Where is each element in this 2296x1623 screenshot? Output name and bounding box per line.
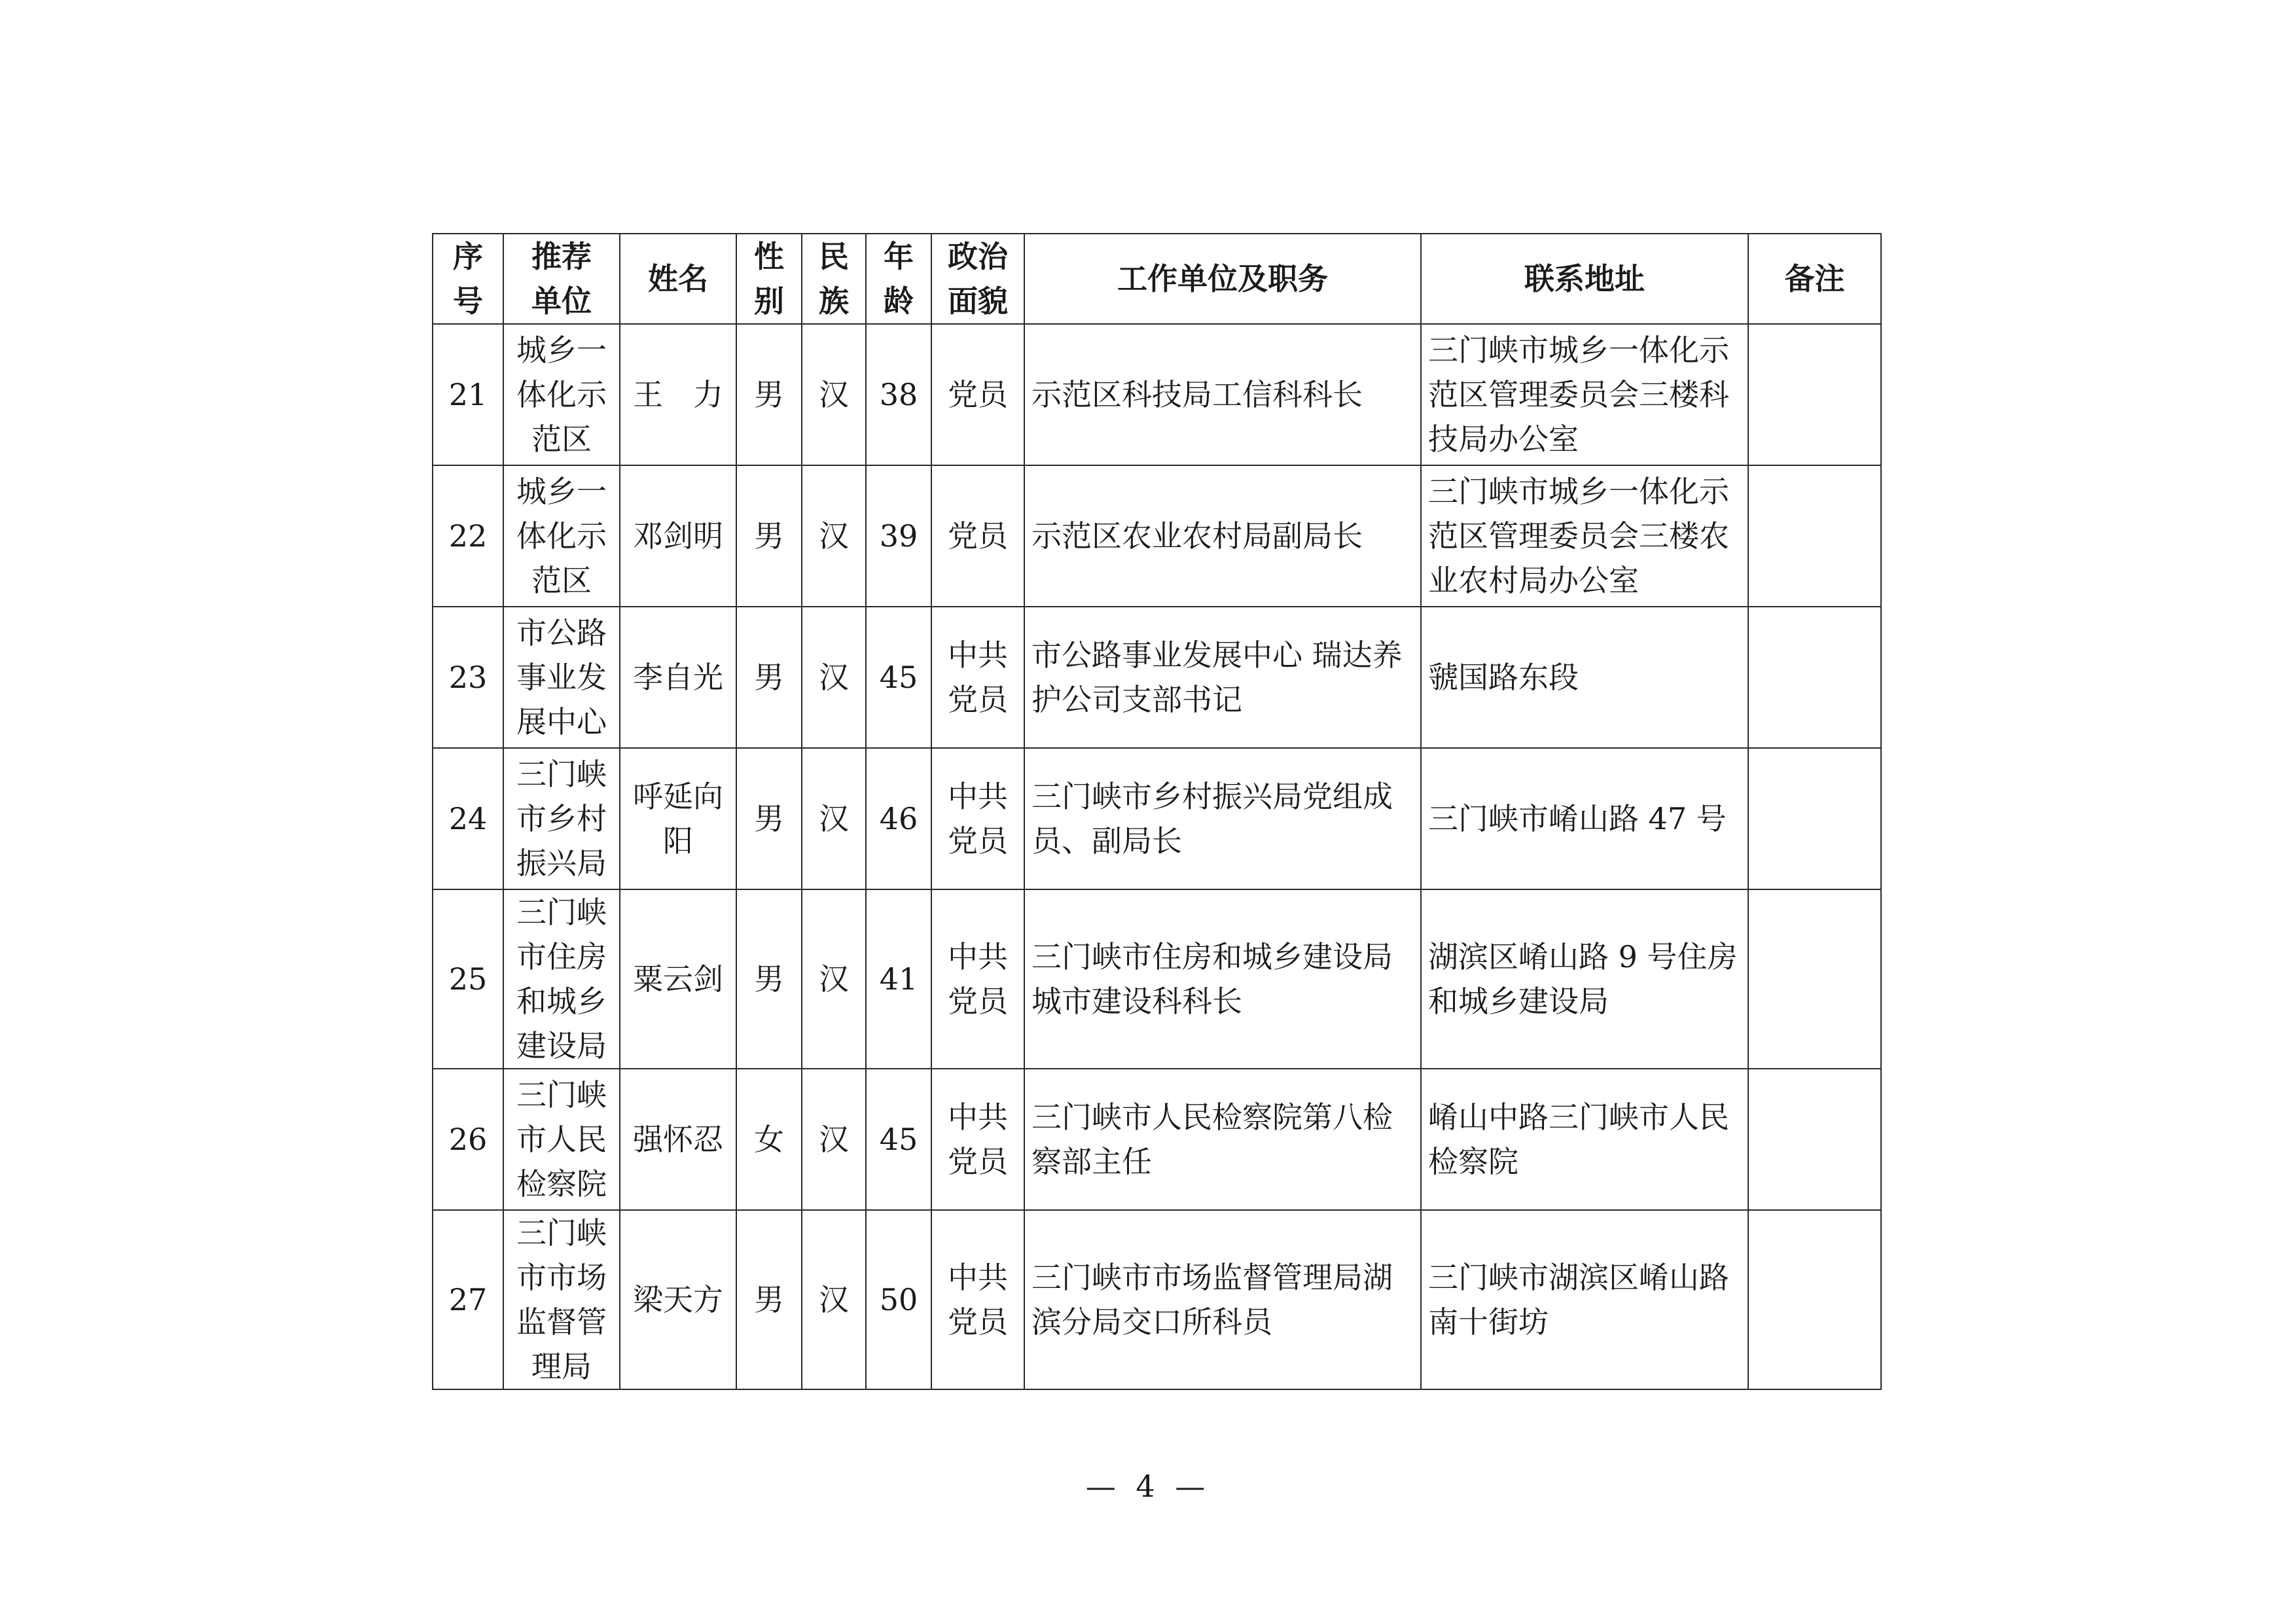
cell-ethnic: 汉 bbox=[802, 748, 866, 889]
cell-job: 三门峡市市场监督管理局湖滨分局交口所科员 bbox=[1024, 1210, 1421, 1389]
header-unit: 推荐 单位 bbox=[503, 234, 620, 324]
table-row bbox=[433, 1210, 1881, 1389]
cell-ethnic: 汉 bbox=[802, 889, 866, 1069]
cell-job: 三门峡市人民检察院第八检察部主任 bbox=[1024, 1069, 1421, 1210]
cell-name: 强怀忍 bbox=[620, 1069, 736, 1210]
header-politics: 政治 面貌 bbox=[931, 234, 1024, 324]
header-note: 备注 bbox=[1748, 234, 1881, 324]
header-sex: 性 别 bbox=[736, 234, 802, 324]
cell-age: 41 bbox=[866, 889, 931, 1069]
cell-no: 23 bbox=[433, 607, 503, 748]
table-row bbox=[433, 465, 1881, 607]
cell-address: 三门峡市城乡一体化示范区管理委员会三楼农业农村局办公室 bbox=[1421, 465, 1748, 607]
cell-name: 呼延向阳 bbox=[620, 748, 736, 889]
cell-ethnic: 汉 bbox=[802, 465, 866, 607]
cell-politics: 中共党员 bbox=[931, 607, 1024, 748]
cell-politics: 中共党员 bbox=[931, 1210, 1024, 1389]
cell-job: 市公路事业发展中心 瑞达养护公司支部书记 bbox=[1024, 607, 1421, 748]
cell-sex: 男 bbox=[736, 748, 802, 889]
cell-unit: 城乡一体化示范区 bbox=[503, 324, 620, 465]
cell-ethnic: 汉 bbox=[802, 1210, 866, 1389]
cell-no: 26 bbox=[433, 1069, 503, 1210]
header-address: 联系地址 bbox=[1421, 234, 1748, 324]
cell-job: 三门峡市乡村振兴局党组成员、副局长 bbox=[1024, 748, 1421, 889]
cell-age: 45 bbox=[866, 607, 931, 748]
cell-age: 39 bbox=[866, 465, 931, 607]
cell-address: 虢国路东段 bbox=[1421, 607, 1748, 748]
cell-note bbox=[1748, 748, 1881, 889]
cell-no: 25 bbox=[433, 889, 503, 1069]
cell-sex: 男 bbox=[736, 465, 802, 607]
cell-address: 三门峡市湖滨区崤山路南十街坊 bbox=[1421, 1210, 1748, 1389]
cell-unit: 市公路事业发展中心 bbox=[503, 607, 620, 748]
table-row bbox=[433, 889, 1881, 1069]
cell-name: 李自光 bbox=[620, 607, 736, 748]
header-no: 序 号 bbox=[433, 234, 503, 324]
cell-sex: 女 bbox=[736, 1069, 802, 1210]
cell-ethnic: 汉 bbox=[802, 324, 866, 465]
cell-age: 46 bbox=[866, 748, 931, 889]
table-row bbox=[433, 324, 1881, 465]
cell-unit: 三门峡市人民检察院 bbox=[503, 1069, 620, 1210]
cell-no: 22 bbox=[433, 465, 503, 607]
cell-politics: 中共党员 bbox=[931, 1069, 1024, 1210]
cell-unit: 三门峡市住房和城乡建设局 bbox=[503, 889, 620, 1069]
cell-politics: 中共党员 bbox=[931, 889, 1024, 1069]
cell-no: 24 bbox=[433, 748, 503, 889]
header-ethnic: 民 族 bbox=[802, 234, 866, 324]
cell-note bbox=[1748, 1069, 1881, 1210]
candidate-table bbox=[432, 233, 1882, 1390]
cell-name: 邓剑明 bbox=[620, 465, 736, 607]
cell-unit: 三门峡市乡村振兴局 bbox=[503, 748, 620, 889]
header-age: 年 龄 bbox=[866, 234, 931, 324]
cell-ethnic: 汉 bbox=[802, 607, 866, 748]
cell-unit: 三门峡市市场监督管理局 bbox=[503, 1210, 620, 1389]
cell-age: 50 bbox=[866, 1210, 931, 1389]
cell-sex: 男 bbox=[736, 1210, 802, 1389]
cell-unit: 城乡一体化示范区 bbox=[503, 465, 620, 607]
cell-note bbox=[1748, 889, 1881, 1069]
header-name: 姓名 bbox=[620, 234, 736, 324]
cell-age: 45 bbox=[866, 1069, 931, 1210]
cell-address: 三门峡市崤山路 47 号 bbox=[1421, 748, 1748, 889]
cell-no: 21 bbox=[433, 324, 503, 465]
cell-job: 示范区科技局工信科科长 bbox=[1024, 324, 1421, 465]
cell-address: 崤山中路三门峡市人民检察院 bbox=[1421, 1069, 1748, 1210]
cell-no: 27 bbox=[433, 1210, 503, 1389]
cell-sex: 男 bbox=[736, 324, 802, 465]
cell-name: 粟云剑 bbox=[620, 889, 736, 1069]
cell-ethnic: 汉 bbox=[802, 1069, 866, 1210]
page-number: — 4 — bbox=[1085, 1469, 1211, 1504]
cell-job: 三门峡市住房和城乡建设局城市建设科科长 bbox=[1024, 889, 1421, 1069]
cell-age: 38 bbox=[866, 324, 931, 465]
cell-name: 王 力 bbox=[620, 324, 736, 465]
cell-note bbox=[1748, 607, 1881, 748]
table-row bbox=[433, 1069, 1881, 1210]
header-job: 工作单位及职务 bbox=[1024, 234, 1421, 324]
cell-address: 三门峡市城乡一体化示范区管理委员会三楼科技局办公室 bbox=[1421, 324, 1748, 465]
cell-name: 梁天方 bbox=[620, 1210, 736, 1389]
cell-note bbox=[1748, 465, 1881, 607]
cell-job: 示范区农业农村局副局长 bbox=[1024, 465, 1421, 607]
cell-sex: 男 bbox=[736, 607, 802, 748]
cell-politics: 党员 bbox=[931, 465, 1024, 607]
cell-note bbox=[1748, 324, 1881, 465]
cell-note bbox=[1748, 1210, 1881, 1389]
cell-sex: 男 bbox=[736, 889, 802, 1069]
table-row bbox=[433, 748, 1881, 889]
table-row bbox=[433, 607, 1881, 748]
cell-politics: 中共党员 bbox=[931, 748, 1024, 889]
table-header-row bbox=[433, 234, 1881, 324]
cell-address: 湖滨区崤山路 9 号住房和城乡建设局 bbox=[1421, 889, 1748, 1069]
cell-politics: 党员 bbox=[931, 324, 1024, 465]
